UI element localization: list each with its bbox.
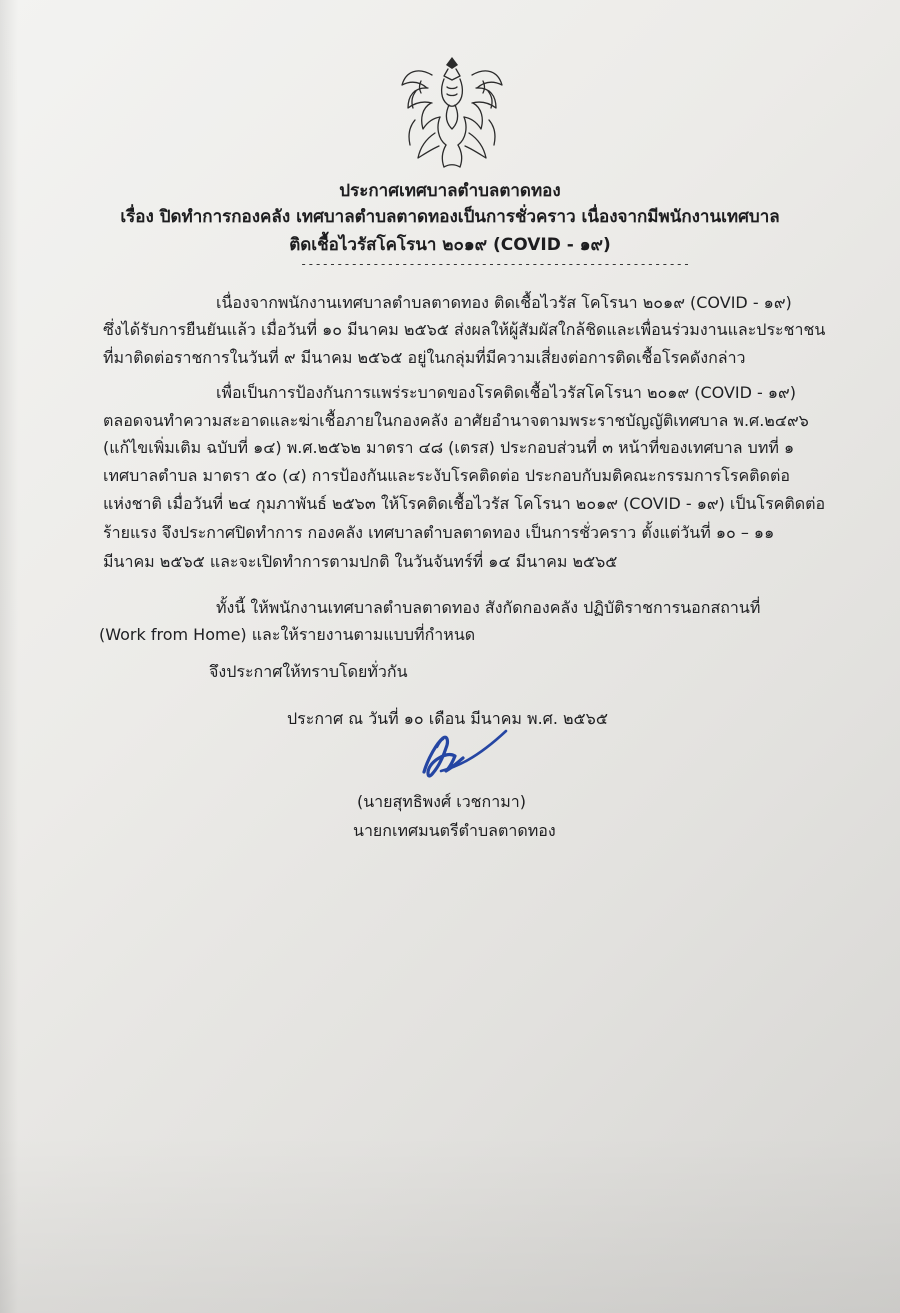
signatory-role: นายกเทศมนตรีตำบลตาดทอง: [353, 821, 556, 840]
document-title: ประกาศเทศบาลตำบลตาดทอง: [339, 181, 561, 201]
paragraph-1-line-1: เนื่องจากพนักงานเทศบาลตำบลตาดทอง ติดเชื้อไวรัส โคโรนา ๒๐๑๙ (COVID - ๑๙): [216, 293, 792, 312]
paragraph-1-line-2: ซึ่งได้รับการยืนยันแล้ว เมื่อวันที่ ๑๐ มีนาคม ๒๕๖๕ ส่งผลให้ผู้สัมผัสใกล้ชิดและเพื่อนร่วมงานและประชาชน: [103, 320, 826, 339]
paper-left-shadow: [0, 0, 18, 1313]
paragraph-3-line-1: ทั้งนี้ ให้พนักงานเทศบาลตำบลตาดทอง สังกัดกองคลัง ปฏิบัติราชการนอกสถานที่: [216, 598, 761, 617]
paragraph-2-line-5: แห่งชาติ เมื่อวันที่ ๒๔ กุมภาพันธ์ ๒๕๖๓ ให้โรคติดเชื้อไวรัส โคโรนา ๒๐๑๙ (COVID - ๑๙) เป็นโรคติดต่อ: [103, 494, 826, 513]
paper-bottom-shadow: [0, 1133, 900, 1313]
paragraph-1-line-3: ที่มาติดต่อราชการในวันที่ ๙ มีนาคม ๒๕๖๕ อยู่ในกลุ่มที่มีความเสี่ยงต่อการติดเชื้อโรคดังกล่าว: [103, 348, 746, 367]
signature-image: [408, 725, 518, 785]
paragraph-2-line-6: ร้ายแรง จึงประกาศปิดทำการ กองคลัง เทศบาลตำบลตาดทอง เป็นการชั่วคราว ตั้งแต่วันที่ ๑๐ – ๑๑: [103, 523, 775, 542]
paragraph-2-line-1: เพื่อเป็นการป้องกันการแพร่ระบาดของโรคติดเชื้อไวรัสโคโรนา ๒๐๑๙ (COVID - ๑๙): [216, 383, 796, 402]
garuda-emblem-icon: [392, 47, 512, 173]
paragraph-2-line-7: มีนาคม ๒๕๖๕ และจะเปิดทำการตามปกติ ในวันจันทร์ที่ ๑๔ มีนาคม ๒๕๖๕: [103, 552, 618, 571]
paragraph-3-line-2: (Work from Home) และให้รายงานตามแบบที่กำหนด: [99, 625, 476, 644]
paragraph-2-line-3: (แก้ไขเพิ่มเติม ฉบับที่ ๑๔) พ.ศ.๒๕๖๒ มาตรา ๔๘ (เตรส) ประกอบส่วนที่ ๓ หน้าที่ของเทศบาล บทที่ ๑: [103, 438, 795, 457]
signatory-name: (นายสุทธิพงศ์ เวชกามา): [357, 792, 526, 811]
paragraph-2-line-4: เทศบาลตำบล มาตรา ๕๐ (๔) การป้องกันและระงับโรคติดต่อ ประกอบกับมติคณะกรรมการโรคติดต่อ: [103, 466, 790, 485]
section-divider: ------------------------------------------------------: [300, 257, 691, 271]
document-subject-line-1: เรื่อง ปิดทำการกองคลัง เทศบาลตำบลตาดทองเป็นการชั่วคราว เนื่องจากมีพนักงานเทศบาล: [120, 207, 780, 227]
document-subject-line-2: ติดเชื้อไวรัสโคโรนา ๒๐๑๙ (COVID - ๑๙): [289, 235, 611, 255]
announcement-date: ประกาศ ณ วันที่ ๑๐ เดือน มีนาคม พ.ศ. ๒๕๖๕: [287, 709, 608, 728]
paragraph-2-line-2: ตลอดจนทำความสะอาดและฆ่าเชื้อภายในกองคลัง อาศัยอำนาจตามพระราชบัญญัติเทศบาล พ.ศ.๒๔๙๖: [103, 411, 809, 430]
paragraph-4-line-1: จึงประกาศให้ทราบโดยทั่วกัน: [209, 662, 408, 681]
